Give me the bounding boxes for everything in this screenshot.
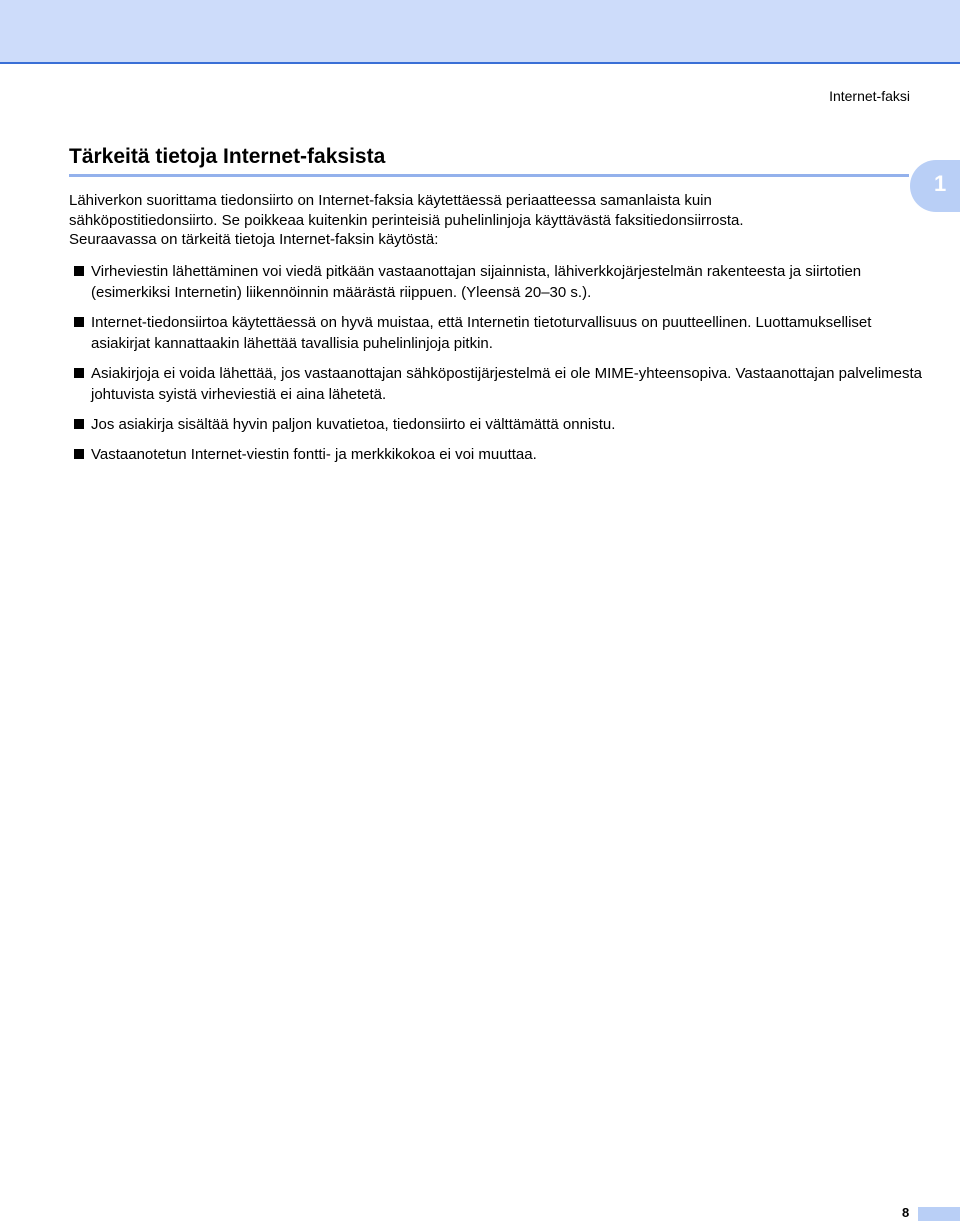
bullet-text: Virheviestin lähettäminen voi viedä pitkään vastaanottajan sijainnista, lähiverkkojärjestelmän rakenteesta ja siirtotien (esimerkiksi Internetin) liikennöinnin määrästä riippuen. (Yleensä 20–30 s.). bbox=[91, 263, 862, 301]
bullet-text: Internet-tiedonsiirtoa käytettäessä on hyvä muistaa, että Internetin tietoturvallisuus on puutteellinen. Luottamukselliset asiakirjat kannattaakin lähettää tavallisia puhelinlinjoja pitkin. bbox=[91, 314, 872, 352]
bullet-item bbox=[74, 414, 924, 435]
top-band-divider bbox=[0, 62, 960, 64]
bullet-text: Jos asiakirja sisältää hyvin paljon kuvatietoa, tiedonsiirto ei välttämättä onnistu. bbox=[91, 416, 616, 433]
chapter-number: 1 bbox=[934, 171, 947, 196]
intro-line: Lähiverkon suorittama tiedonsiirto on Internet-faksia käytettäessä periaatteessa samanlaista kuin bbox=[69, 192, 712, 209]
bullet-item bbox=[74, 444, 924, 465]
intro-line: sähköpostitiedonsiirto. Se poikkeaa kuitenkin perinteisiä puhelinlinjoja käyttävästä faksitiedonsiirrosta. bbox=[69, 211, 744, 229]
section-title: Tärkeitä tietoja Internet-faksista bbox=[69, 145, 386, 168]
footer-color-bar bbox=[918, 1207, 960, 1221]
square-bullet-icon bbox=[74, 317, 84, 327]
intro-line: Seuraavassa on tärkeitä tietoja Internet-faksin käytöstä: bbox=[69, 231, 439, 248]
title-underline-rule bbox=[69, 174, 909, 177]
bullet-text: Vastaanotetun Internet-viestin fontti- ja merkkikokoa ei voi muuttaa. bbox=[91, 446, 537, 463]
square-bullet-icon bbox=[74, 419, 84, 429]
bullet-text: Asiakirjoja ei voida lähettää, jos vastaanottajan sähköpostijärjestelmä ei ole MIME-yhteensopiva. Vastaanottajan palvelimesta johtuvista syistä virheviestiä ei aina lähetetä. bbox=[91, 365, 923, 403]
intro-paragraph bbox=[69, 191, 869, 250]
bullet-item bbox=[74, 363, 924, 405]
notes-bullet-list bbox=[74, 261, 924, 474]
square-bullet-icon bbox=[74, 449, 84, 459]
square-bullet-icon bbox=[74, 368, 84, 378]
page-number: 8 bbox=[902, 1205, 910, 1220]
bullet-item bbox=[74, 312, 924, 354]
top-color-band bbox=[0, 0, 960, 62]
running-header-title: Internet-faksi bbox=[829, 88, 910, 104]
bullet-item bbox=[74, 261, 924, 303]
square-bullet-icon bbox=[74, 266, 84, 276]
